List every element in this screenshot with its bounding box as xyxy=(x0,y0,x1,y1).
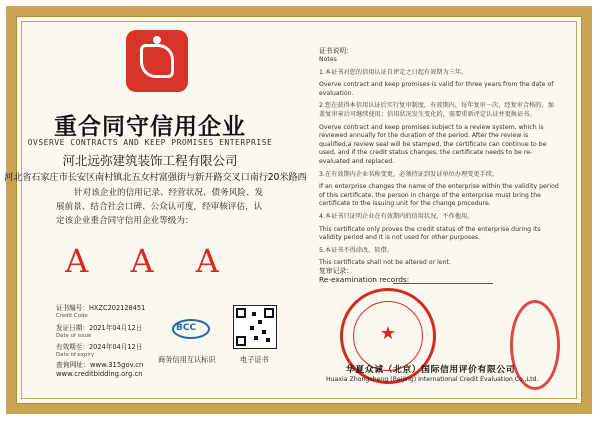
qr-module xyxy=(254,336,258,340)
qr-module xyxy=(252,312,256,316)
certificate-subtitle: OVSERVE CONTRACTS AND KEEP PROMISES ENTERPRISE xyxy=(27,138,273,147)
e-certificate-label: 电子证书 xyxy=(240,355,269,364)
bcc-logo-icon xyxy=(172,317,214,341)
credit-grade: A A A xyxy=(65,242,235,280)
bcc-label: 商务信用互认标识 xyxy=(158,355,216,364)
note-item: This certificate only proves the credit status of the enterprise during its validity period and it is not used for other purposes. xyxy=(319,225,541,242)
qr-finder xyxy=(236,308,246,318)
credit-code-en: Credit Code xyxy=(56,313,88,319)
credit-code-value: HXZC202128451 xyxy=(88,304,146,312)
note-item: Overve contract and keep promises subject to a review system, which is reviewed annually for the duration of the period. After the review is qualified,a review seal will be stamped, the certificate can continue to be used, and if the credit status changes, the certificate needs to be re-evaluated and replaced. xyxy=(319,123,547,165)
seal-star-icon: ★ xyxy=(379,323,397,344)
note-item: This certificate shall not be altered or lent. xyxy=(319,259,451,267)
qr-module xyxy=(266,338,270,342)
reexam-label-zh: 复审记录： xyxy=(319,267,353,275)
query-website-link[interactable]: 查询网址：www.315gov.cn xyxy=(56,361,144,369)
reexam-line xyxy=(393,283,493,284)
issue-date-en: Date of issue xyxy=(56,333,92,339)
note-item: Overve contract and keep promises is valid for three years from the date of evaluation. xyxy=(319,81,554,97)
note-item: 2.您在获得本信用认证后实行复审制度，有效期内，每年复审一次，经复审合格的，加盖复审章后可继续使用；信用状况发生变化的，需要重新评定认证并更换证书。 xyxy=(319,102,554,118)
bcc-text: BCC xyxy=(176,323,197,333)
qr-finder xyxy=(236,336,246,346)
logo-dot xyxy=(153,36,161,44)
credit-code xyxy=(56,302,145,319)
note-item: 5.本证书不得涂改、转借。 xyxy=(319,246,393,254)
note-item: 1.本证书对您的信用认证自评定之日起有效期为三年。 xyxy=(319,68,468,76)
notes-heading-zh: 证书说明： xyxy=(319,47,353,55)
expiry-date-label: 有效期至： xyxy=(56,343,89,351)
note-item: If an enterprise changes the name of the enterprise within the validity period of this certificate, the person in charge of the enterprise must bring the certificate to the issuing unit for the change procedure. xyxy=(319,183,559,208)
expiry-date-en: Date of expiry xyxy=(56,352,95,358)
qr-module xyxy=(250,326,254,330)
reexam-label-en: Re-examination records: xyxy=(319,275,410,284)
expiry-date xyxy=(56,341,142,358)
logo-mark xyxy=(140,44,174,78)
issue-date xyxy=(56,322,142,339)
qr-module xyxy=(262,330,266,334)
certificate-title: 重合同守信用企业 xyxy=(54,113,246,140)
note-item: 3.在有效期内企业名称变更，必须持证到发证单位办理变更手续。 xyxy=(319,170,499,178)
issue-date-value: 2021年04月12日 xyxy=(88,324,143,332)
certificate-description: 针对该企业的信用记录、经营状况、债务风险、发展前景、结合社会口碑、公众认可度，经审核评估，认定该企业重合同守信用企业等级为： xyxy=(56,188,264,226)
qr-module xyxy=(258,320,262,324)
notes-heading-en: Notes xyxy=(319,56,337,63)
qr-finder xyxy=(264,308,274,318)
issuer-name-en: Huaxia Zhongcheng (Beijing) International Credit Evaluation Co.,Ltd. xyxy=(326,376,539,383)
company-name: 河北远弥建筑装饰工程有限公司 xyxy=(62,153,238,168)
issuer-name-zh: 华夏众诚（北京）国际信用评价有限公司 xyxy=(346,365,516,375)
company-address: 河北省石家庄市长安区南村镇北五女村富强街与新开路交叉口南行20米路西 xyxy=(4,172,307,183)
notes-section xyxy=(319,56,559,272)
credit-bidding-link[interactable]: www.creditbidding.org.cn xyxy=(56,370,143,378)
qr-code-icon[interactable] xyxy=(233,305,277,349)
issue-date-label: 发证日期： xyxy=(56,324,89,332)
credit-logo-icon xyxy=(126,30,188,92)
credit-code-label: 证书编号： xyxy=(56,304,89,312)
expiry-date-value: 2024年04月12日 xyxy=(88,343,143,351)
note-item: 4.本证书只证明企业在有效期内的信用状况，不作他用。 xyxy=(319,212,474,220)
